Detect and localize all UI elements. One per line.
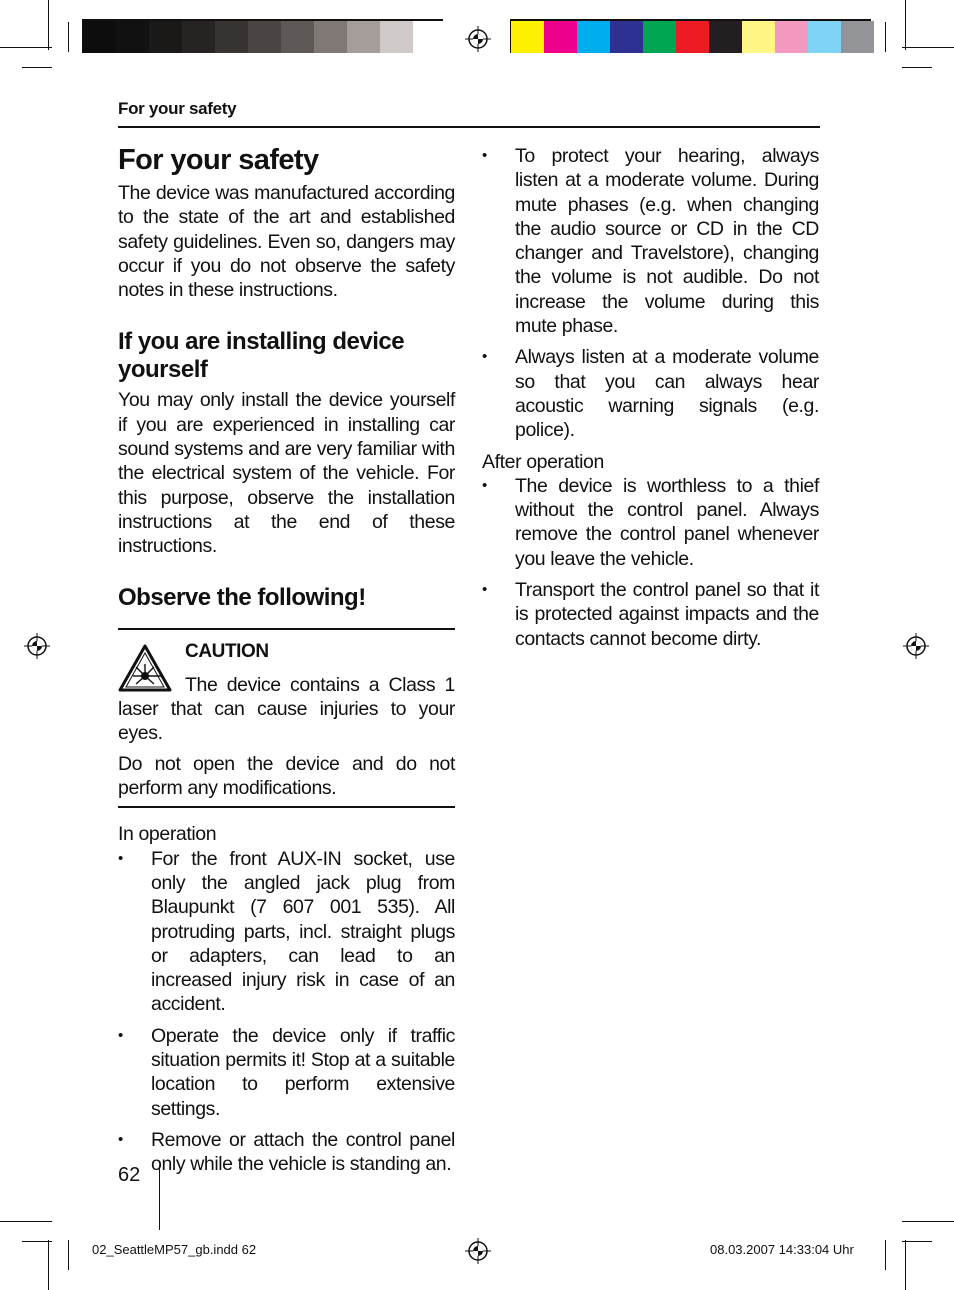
process-color-swatch (808, 21, 841, 53)
crop-mark (902, 1241, 932, 1242)
grey-swatch (248, 21, 281, 53)
running-header: For your safety (118, 99, 237, 118)
list-item: • The device is worthless to a thief without the control panel. Always remove the control panel whenever you leave the vehicle. (482, 474, 819, 571)
intro-paragraph: The device was manufactured according to the state of the art and established safety guidelines. Even so, dangers may occur if you do not observe the safety notes in these instructions. (118, 182, 455, 302)
right-column (482, 144, 819, 651)
page-number-rule (159, 1168, 160, 1230)
process-color-swatch (742, 21, 775, 53)
grey-swatch (182, 21, 215, 53)
grey-swatch (215, 21, 248, 53)
registration-mark-icon (24, 633, 50, 659)
crop-mark (0, 47, 52, 48)
process-color-swatch (841, 21, 874, 53)
process-color-swatch (511, 21, 544, 53)
caution-box (118, 640, 455, 801)
process-color-swatch (610, 21, 643, 53)
crop-mark (22, 67, 52, 68)
crop-mark (48, 0, 49, 50)
grey-swatch (116, 21, 149, 53)
crop-mark (48, 1240, 49, 1290)
list-item: • To protect your hearing, always listen at a moderate volume. During mute phases (e.g. when changing the audio source or CD in the CD changer and Travelstore), changing the volume is not audible. Do not increase the volume during this mute phase. (482, 144, 819, 338)
process-color-swatch (709, 21, 742, 53)
caution-top-rule (118, 628, 455, 630)
list-item: • Transport the control panel so that it is protected against impacts and the contacts cannot become dirty. (482, 578, 819, 651)
in-operation-list (118, 847, 455, 1177)
crop-mark (902, 67, 932, 68)
crop-mark (902, 1221, 954, 1222)
install-paragraph: You may only install the device yourself if you are experienced in installing car sound systems and are very familiar with the electrical system of the vehicle. For this purpose, observe the installation instructions at the end of these instructions. (118, 389, 455, 558)
footer-filename: 02_SeattleMP57_gb.indd 62 (92, 1242, 257, 1257)
footer-timestamp: 08.03.2007 14:33:04 Uhr (710, 1242, 854, 1257)
grey-swatch (380, 21, 413, 53)
observe-heading: Observe the following! (118, 583, 366, 611)
list-item: • Remove or attach the control panel only while the vehicle is standing an. (118, 1128, 455, 1177)
header-rule (118, 126, 820, 128)
grey-swatch (314, 21, 347, 53)
install-heading: If you are installing device yourself (118, 328, 405, 384)
crop-mark (68, 22, 69, 52)
list-item: • Always listen at a moderate volume so that you can always hear acoustic warning signals (e.g. police). (482, 345, 819, 442)
list-item: • Operate the device only if traffic situation permits it! Stop at a suitable location to perform extensive settings. (118, 1024, 455, 1121)
volume-list (482, 144, 819, 443)
grey-swatch (281, 21, 314, 53)
caution-text-2: Do not open the device and do not perform any modifications. (118, 752, 455, 800)
left-column (118, 143, 455, 1177)
caution-title: CAUTION (185, 640, 269, 662)
process-color-swatch (643, 21, 676, 53)
crop-mark (902, 47, 954, 48)
registration-mark-icon (465, 1238, 491, 1264)
process-color-swatch (544, 21, 577, 53)
laser-warning-icon (118, 644, 172, 692)
page-number: 62 (118, 1164, 141, 1186)
crop-mark (68, 1240, 69, 1270)
registration-mark-icon (903, 633, 929, 659)
crop-mark (885, 22, 886, 52)
grey-swatch (83, 21, 116, 53)
grey-swatch (149, 21, 182, 53)
page-title: For your safety (118, 144, 319, 176)
after-operation-list (482, 474, 819, 651)
crop-mark (905, 1240, 906, 1290)
caution-text-span: The device contains a Class 1 laser that can cause injuries to your eyes. (118, 673, 455, 745)
list-item: • For the front AUX-IN socket, use only the angled jack plug from Blaupunkt (7 607 001 535). All protruding parts, incl. straight plugs or adapters, can lead to an increased injury risk in case of an accident. (118, 847, 455, 1017)
process-color-swatch (676, 21, 709, 53)
process-color-swatch (577, 21, 610, 53)
grey-swatch (413, 21, 446, 53)
in-operation-label: In operation (118, 823, 217, 846)
grey-swatch (347, 21, 380, 53)
crop-mark (905, 0, 906, 50)
crop-mark (885, 1240, 886, 1270)
process-color-swatch (775, 21, 808, 53)
crop-mark (0, 1221, 52, 1222)
after-operation-label: After operation (482, 450, 604, 473)
caution-bottom-rule (118, 806, 455, 808)
registration-mark-icon (465, 26, 491, 52)
